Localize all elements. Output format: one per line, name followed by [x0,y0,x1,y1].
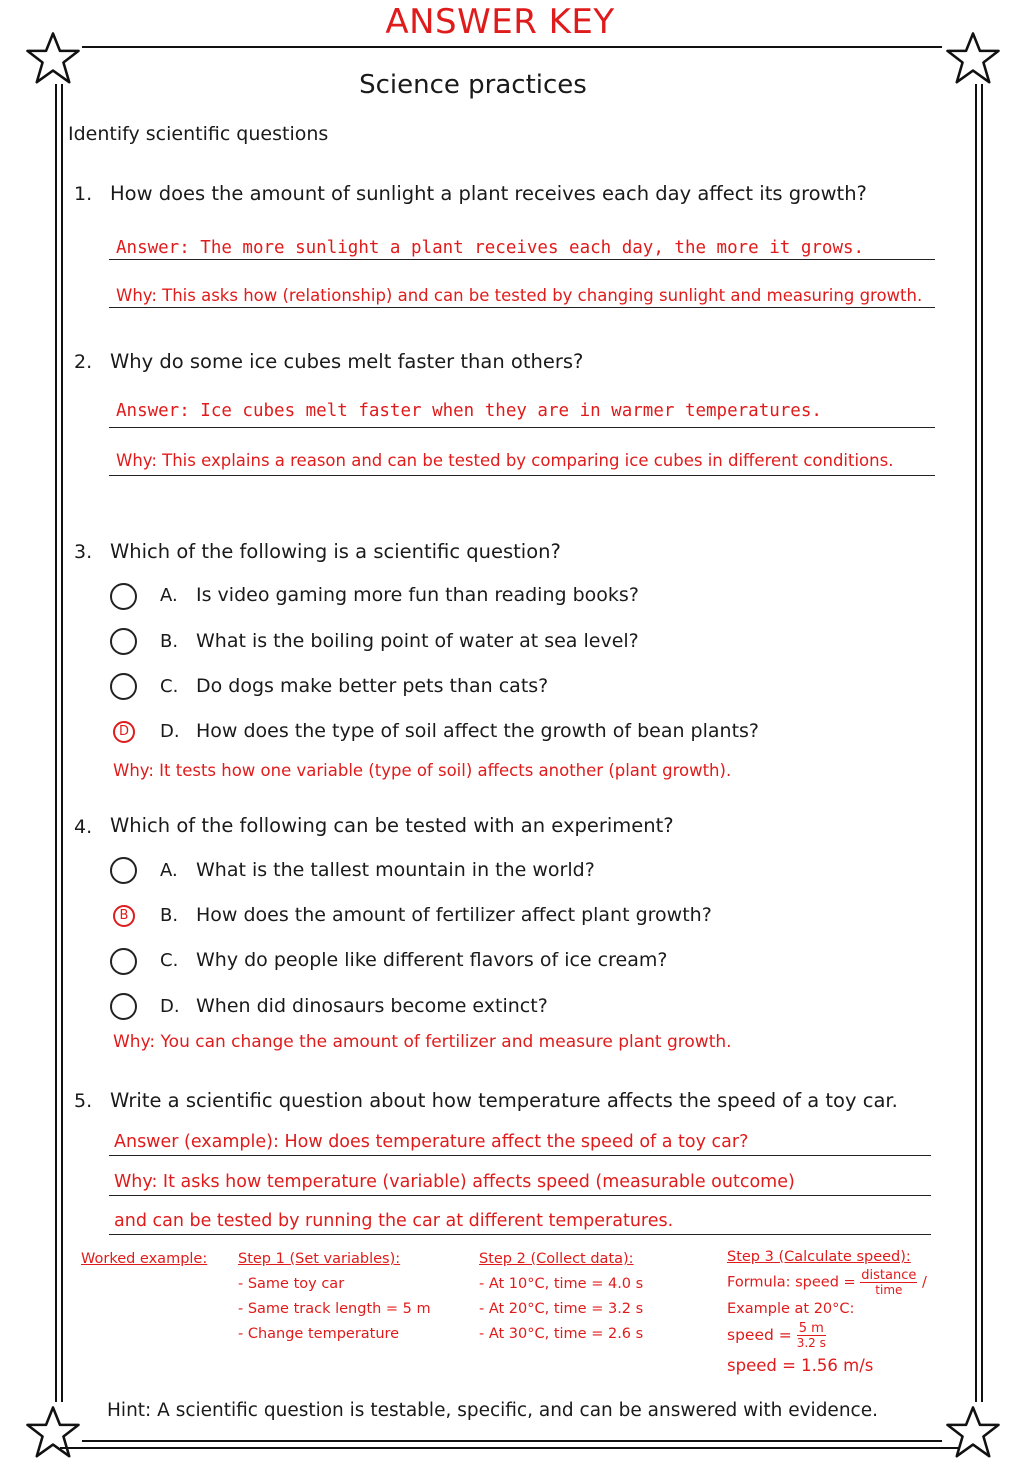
answer-line [109,307,935,308]
question-text: Write a scientific question about how temperature affects the speed of a toy car. [110,1089,898,1112]
speed-fraction [797,1322,826,1349]
option-letter: D. [160,721,180,742]
frame-right-line-2 [981,84,983,1402]
option-text: Do dogs make better pets than cats? [196,675,549,697]
why-text: Why: This explains a reason and can be tested by comparing ice cubes in different conditions. [116,451,894,470]
fraction-numerator: distance [861,1268,917,1283]
question-number: 3. [74,541,93,563]
question-text: Why do some ice cubes melt faster than others? [110,350,584,373]
option-letter: C. [160,676,179,697]
answer-key-heading: ANSWER KEY [385,2,615,42]
option-letter: B. [160,631,179,652]
worked-example-label: Worked example: [81,1251,208,1267]
radio-circle[interactable] [110,628,137,655]
radio-circle[interactable] [110,948,137,975]
formula-prefix: Formula: speed = [727,1274,856,1291]
option-text: How does the type of soil affect the growth of bean plants? [196,720,759,742]
answer-text: Answer: Ice cubes melt faster when they are in warmer temperatures. [116,401,822,421]
question-text: Which of the following is a scientific question? [110,540,561,563]
answer-line [109,475,935,476]
option-text: When did dinosaurs become extinct? [196,995,548,1017]
step-line: - At 10°C, time = 4.0 s [479,1276,644,1292]
step-title: Step 3 (Calculate speed): [727,1249,911,1265]
selected-answer-circle[interactable] [113,721,135,743]
option-text: Is video gaming more fun than reading books? [196,584,639,606]
selected-answer-circle[interactable] [113,905,135,927]
step-line: - Same track length = 5 m [238,1301,431,1317]
formula [727,1269,927,1296]
option-text: Why do people like different flavors of ice cream? [196,949,668,971]
answer-line [109,1234,931,1235]
why-text: Why: It asks how temperature (variable) affects speed (measurable outcome) [114,1172,795,1192]
hint-text: Hint: A scientific question is testable, specific, and can be answered with evidence. [107,1400,878,1421]
question-number: 5. [74,1090,93,1112]
question-number: 1. [74,183,93,205]
answer-text: Answer (example): How does temperature affect the speed of a toy car? [114,1132,749,1152]
fraction-denominator: 3.2 s [796,1336,826,1350]
answer-line [109,259,935,260]
option-text: What is the boiling point of water at sea level? [196,630,639,652]
step-line: - Change temperature [238,1326,400,1342]
option-text: How does the amount of fertilizer affect plant growth? [196,904,712,926]
step-title: Step 2 (Collect data): [479,1251,634,1267]
question-number: 4. [74,816,93,838]
section-title: Identify scientific questions [68,123,329,145]
option-text: What is the tallest mountain in the world? [196,859,595,881]
frame-bottom-line [82,1440,942,1442]
question-number: 2. [74,351,93,373]
frame-left-line [55,84,57,1402]
formula-suffix: / [922,1274,927,1291]
radio-circle[interactable] [110,857,137,884]
option-letter: A. [160,585,178,606]
speed-result: speed = 1.56 m/s [727,1356,874,1375]
speed-calculation [727,1322,826,1349]
radio-circle[interactable] [110,673,137,700]
step-title: Step 1 (Set variables): [238,1251,401,1267]
why-text-continued: and can be tested by running the car at different temperatures. [114,1211,674,1231]
selected-letter: D [118,724,129,739]
formula-fraction [860,1269,917,1296]
speed-prefix: speed = [727,1326,792,1344]
why-text: Why: You can change the amount of fertilizer and measure plant growth. [113,1032,732,1052]
question-text: Which of the following can be tested with an experiment? [110,814,674,837]
question-text: How does the amount of sunlight a plant receives each day affect its growth? [110,182,867,205]
option-letter: D. [160,996,180,1017]
option-letter: A. [160,860,178,881]
radio-circle[interactable] [110,583,137,610]
frame-bottom-line-2 [60,1447,960,1449]
radio-circle[interactable] [110,993,137,1020]
fraction-numerator: 5 m [797,1322,826,1336]
fraction-denominator: time [875,1283,903,1297]
selected-letter: B [119,908,129,923]
answer-line [109,1155,931,1156]
option-letter: B. [160,905,179,926]
answer-line [109,1195,931,1196]
step-line: - Same toy car [238,1276,345,1292]
frame-top-line [82,46,942,48]
why-text: Why: It tests how one variable (type of soil) affects another (plant growth). [113,761,732,780]
why-text: Why: This asks how (relationship) and can be tested by changing sunlight and measuring growth. [116,286,923,305]
option-letter: C. [160,950,179,971]
step-line: - At 20°C, time = 3.2 s [479,1301,644,1317]
page-title: Science practices [359,70,587,100]
answer-text: Answer: The more sunlight a plant receives each day, the more it grows. [116,238,865,258]
step-line: - At 30°C, time = 2.6 s [479,1326,644,1342]
frame-right-line [975,84,977,1402]
frame-left-line-2 [61,84,63,1402]
example-label: Example at 20°C: [727,1301,855,1317]
answer-line [109,427,935,428]
